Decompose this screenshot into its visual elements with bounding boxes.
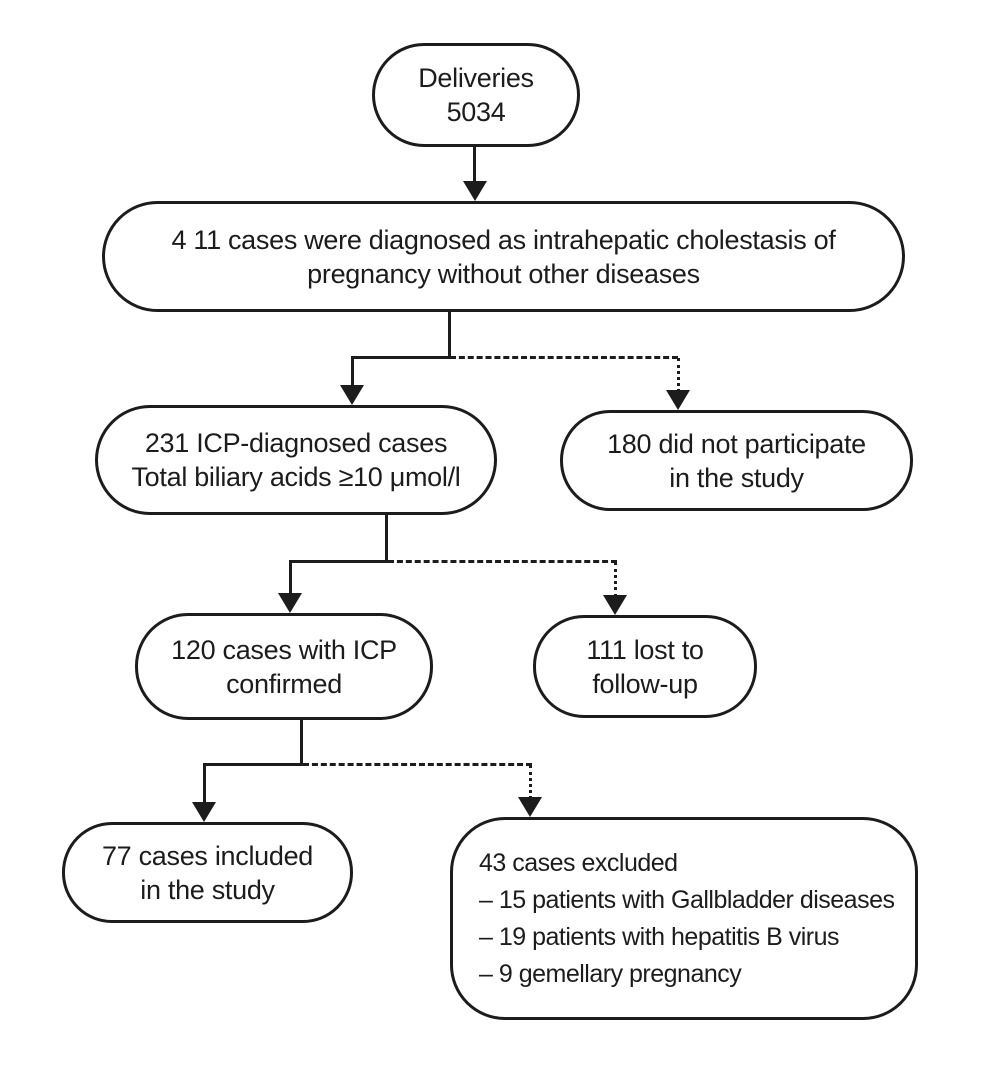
node-text-line: – 15 patients with Gallbladder diseases: [479, 885, 895, 914]
connector-diagnosed-to-nonparticipants-dotted: [677, 358, 680, 392]
node-text-line: 231 ICP-diagnosed cases: [144, 428, 448, 458]
node-text-line: in the study: [669, 462, 804, 493]
node-text-line: 180 did not participate: [607, 428, 866, 459]
arrowhead-confirmed-to-excluded: [518, 797, 542, 817]
connector-confirmed-to-included-horizontal: [203, 763, 303, 766]
node-diagnosed: [102, 201, 905, 312]
connector-confirmed-to-excluded-dotted: [529, 765, 532, 799]
connector-diagnosed-stem: [448, 312, 451, 359]
connector-confirmed-to-excluded-dashed: [303, 763, 532, 766]
node-text-line: Deliveries: [418, 63, 534, 93]
node-included: [62, 822, 353, 923]
node-text-line: 111 lost to: [586, 634, 704, 665]
connector-confirmed-stem: [300, 720, 303, 766]
node-text-line: – 9 gemellary pregnancy: [479, 959, 742, 988]
connector-diagnosed-to-icp-horizontal: [351, 356, 451, 359]
node-text-line: follow-up: [592, 668, 698, 699]
connector-icp-to-lost-dashed: [388, 560, 617, 563]
connector-deliveries-to-diagnosed-line: [473, 147, 476, 183]
node-text-line: 120 cases with ICP: [171, 634, 397, 665]
node-nonparticipants: [560, 410, 913, 511]
node-text-line: 5034: [446, 97, 506, 127]
arrowhead-confirmed-to-included: [192, 802, 216, 822]
node-text-line: – 19 patients with hepatitis B virus: [479, 922, 839, 951]
node-icp-confirmed: [135, 613, 433, 720]
connector-diagnosed-to-icp-vertical: [351, 356, 354, 387]
node-text-line: 77 cases included: [101, 840, 314, 871]
connector-diagnosed-to-nonparticipants-dashed: [450, 356, 678, 359]
node-lost-followup: [533, 615, 757, 718]
node-text-line: 4 11 cases were diagnosed as intrahepatic cholestasis of: [171, 224, 836, 255]
arrowhead-diagnosed-to-icp: [340, 385, 364, 405]
connector-icp-diagnosed-stem: [385, 515, 388, 563]
arrowhead-icp-to-lost: [603, 595, 627, 615]
node-text-line: Total biliary acids ≥10 μmol/l: [131, 462, 461, 492]
connector-icp-to-confirmed-vertical: [289, 560, 292, 595]
node-text-line: 43 cases excluded: [479, 848, 678, 877]
node-text-line: in the study: [140, 874, 275, 905]
node-icp-diagnosed: [95, 405, 497, 515]
arrowhead-deliveries-to-diagnosed: [463, 181, 487, 201]
node-deliveries: [372, 43, 580, 147]
arrowhead-diagnosed-to-nonparticipants: [666, 390, 690, 410]
connector-icp-to-lost-dotted: [614, 562, 617, 597]
connector-confirmed-to-included-vertical: [203, 763, 206, 804]
node-text-line: confirmed: [226, 668, 342, 699]
arrowhead-icp-to-confirmed: [278, 593, 302, 613]
connector-icp-to-confirmed-horizontal: [289, 560, 388, 563]
node-excluded: [450, 817, 918, 1020]
node-text-line: pregnancy without other diseases: [307, 258, 700, 289]
